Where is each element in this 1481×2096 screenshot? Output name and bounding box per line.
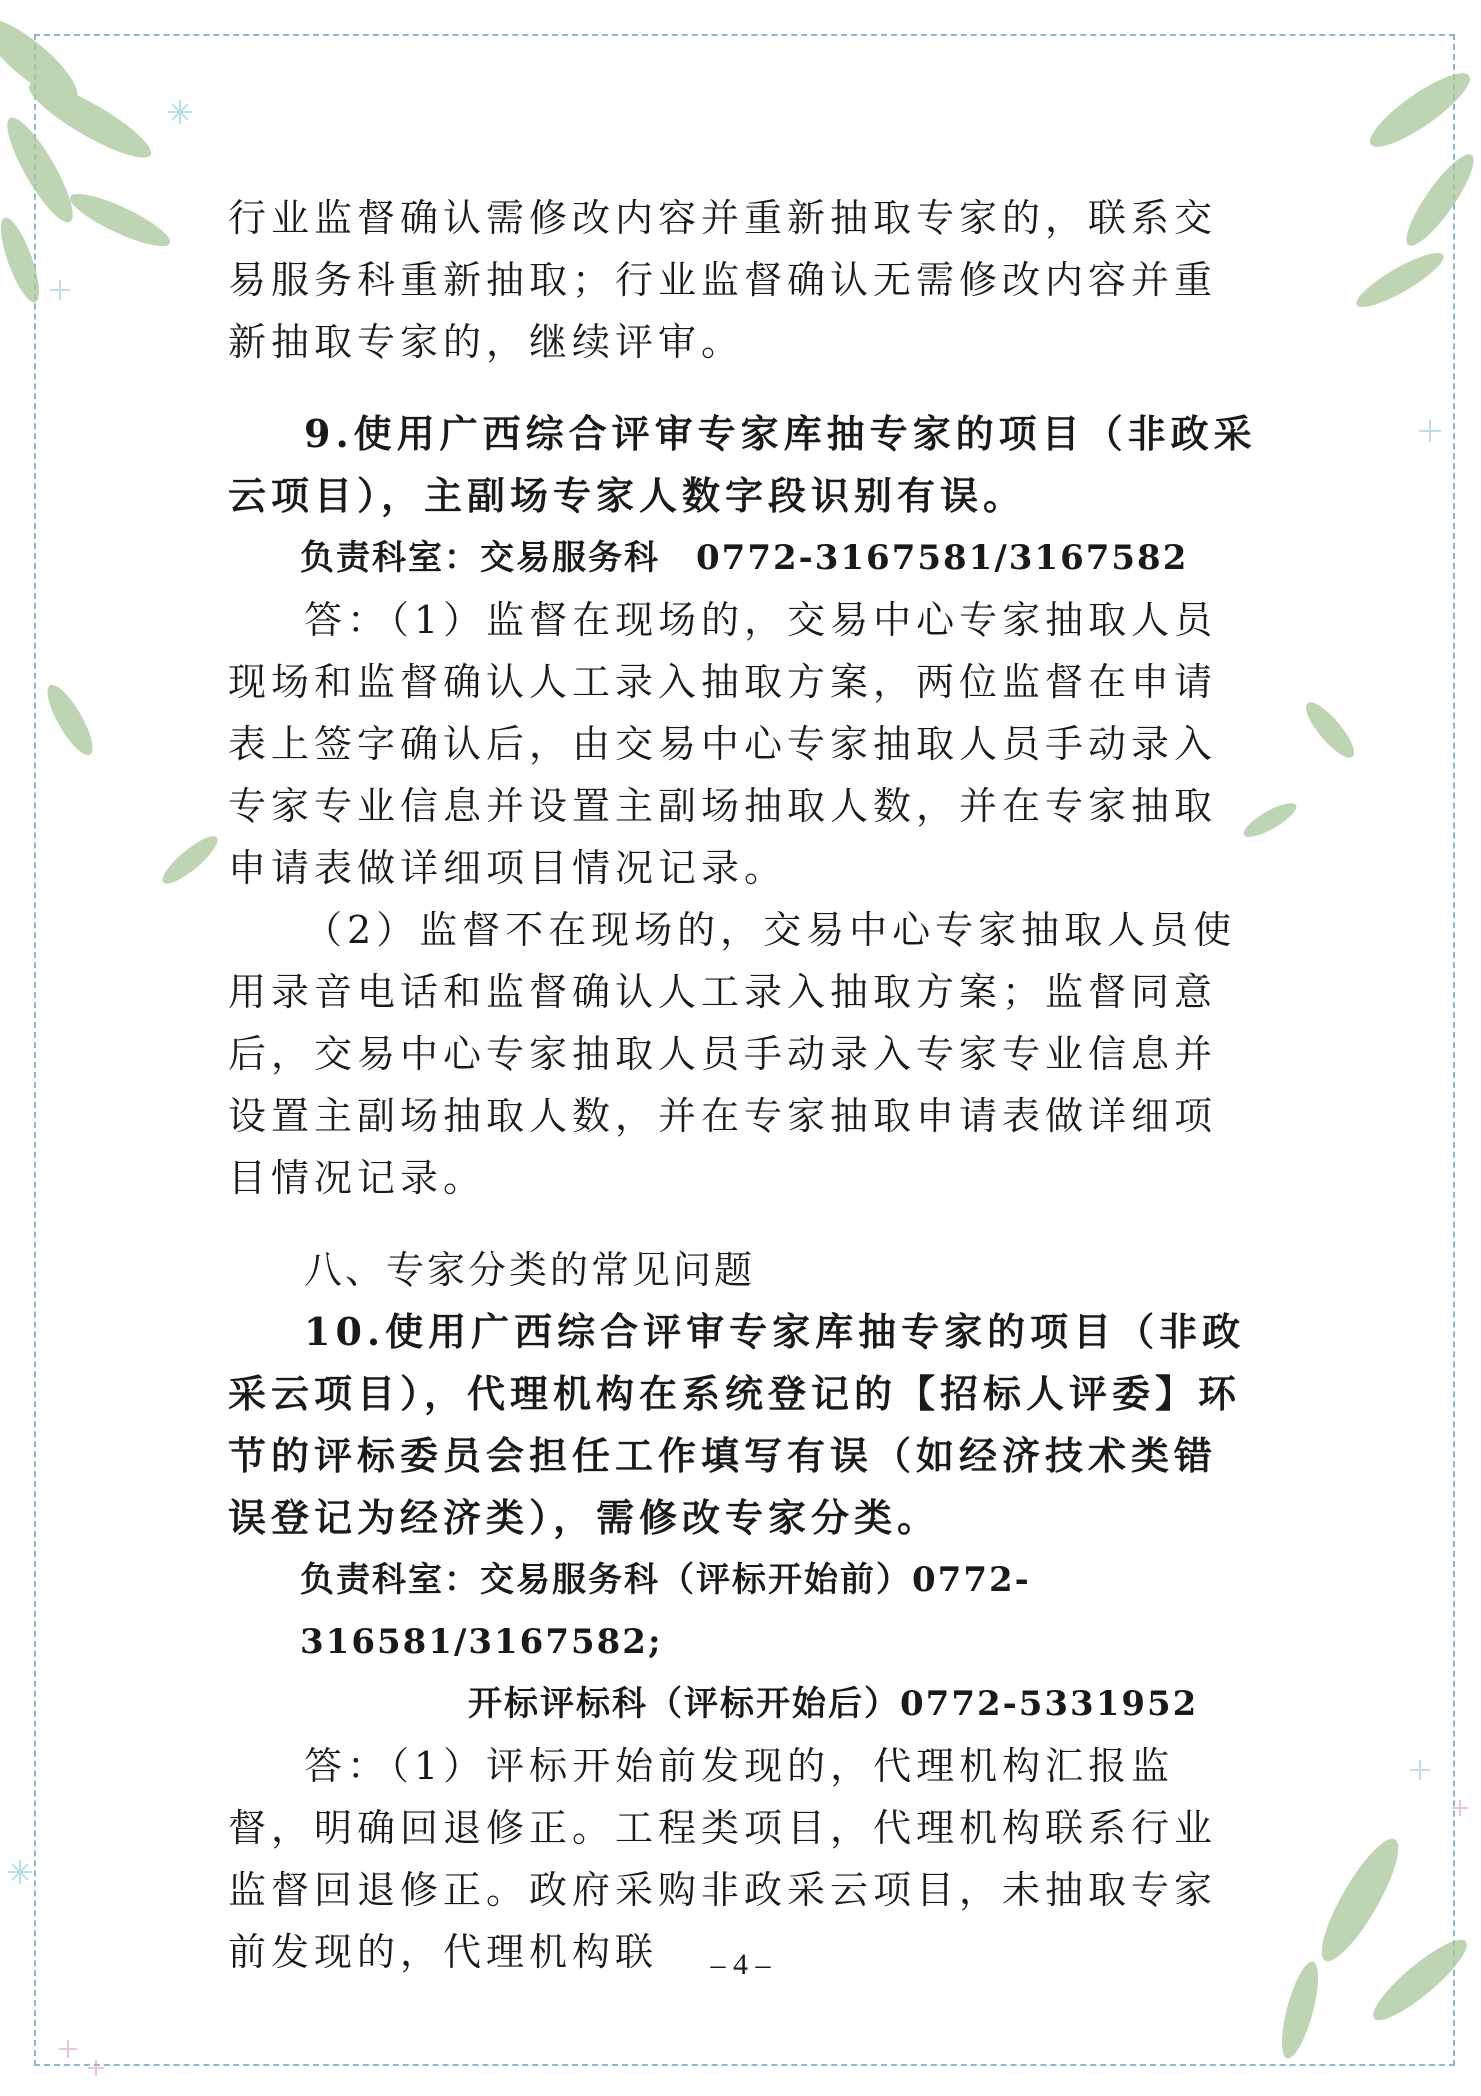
page-number: – 4 – [710,1948,771,1981]
question-9-title: 9.使用广西综合评审专家库抽专家的项目（非政采云项目），主副场专家人数字段识别有误。 [228,411,1257,518]
section-heading: 八、专家分类的常见问题 [304,1248,756,1292]
question-10-answer-1: 答：（1）评标开始前发现的，代理机构汇报监督，明确回退修正。工程类项目，代理机构联系行业监督回退修正。政府采购非政采云项目，未抽取专家前发现的，代理机构联 [228,1744,1218,1974]
question-9-answer-1: 答：（1）监督在现场的，交易中心专家抽取人员现场和监督确认人工录入抽取方案，两位监督在申请表上签字确认后，由交易中心专家抽取人员手动录入专家专业信息并设置主副场抽取人数，并在专家抽取申请表做详细项目情况记录。 [228,598,1218,890]
question-10-department-1: 负责科室：交易服务科（评标开始前）0772-316581/3167582; [300,1560,1031,1662]
main-content [228,187,1258,1983]
question-9-department: 负责科室：交易服务科 0772-3167581/3167582 [300,538,1189,578]
question-9-answer-2: （2）监督不在现场的，交易中心专家抽取人员使用录音电话和监督确认人工录入抽取方案；监督同意后，交易中心专家抽取人员手动录入专家专业信息并设置主副场抽取人数，并在专家抽取申请表做详细项目情况记录。 [228,908,1237,1200]
continued-paragraph: 行业监督确认需修改内容并重新抽取专家的，联系交易服务科重新抽取；行业监督确认无需修改内容并重新抽取专家的，继续评审。 [228,196,1218,364]
question-10-title: 10.使用广西综合评审专家库抽专家的项目（非政采云项目），代理机构在系统登记的【招标人评委】环节的评标委员会担任工作填写有误（如经济技术类错误登记为经济类），需修改专家分类。 [228,1309,1246,1540]
question-10-department-2: 开标评标科（评标开始后）0772-5331952 [468,1684,1199,1724]
